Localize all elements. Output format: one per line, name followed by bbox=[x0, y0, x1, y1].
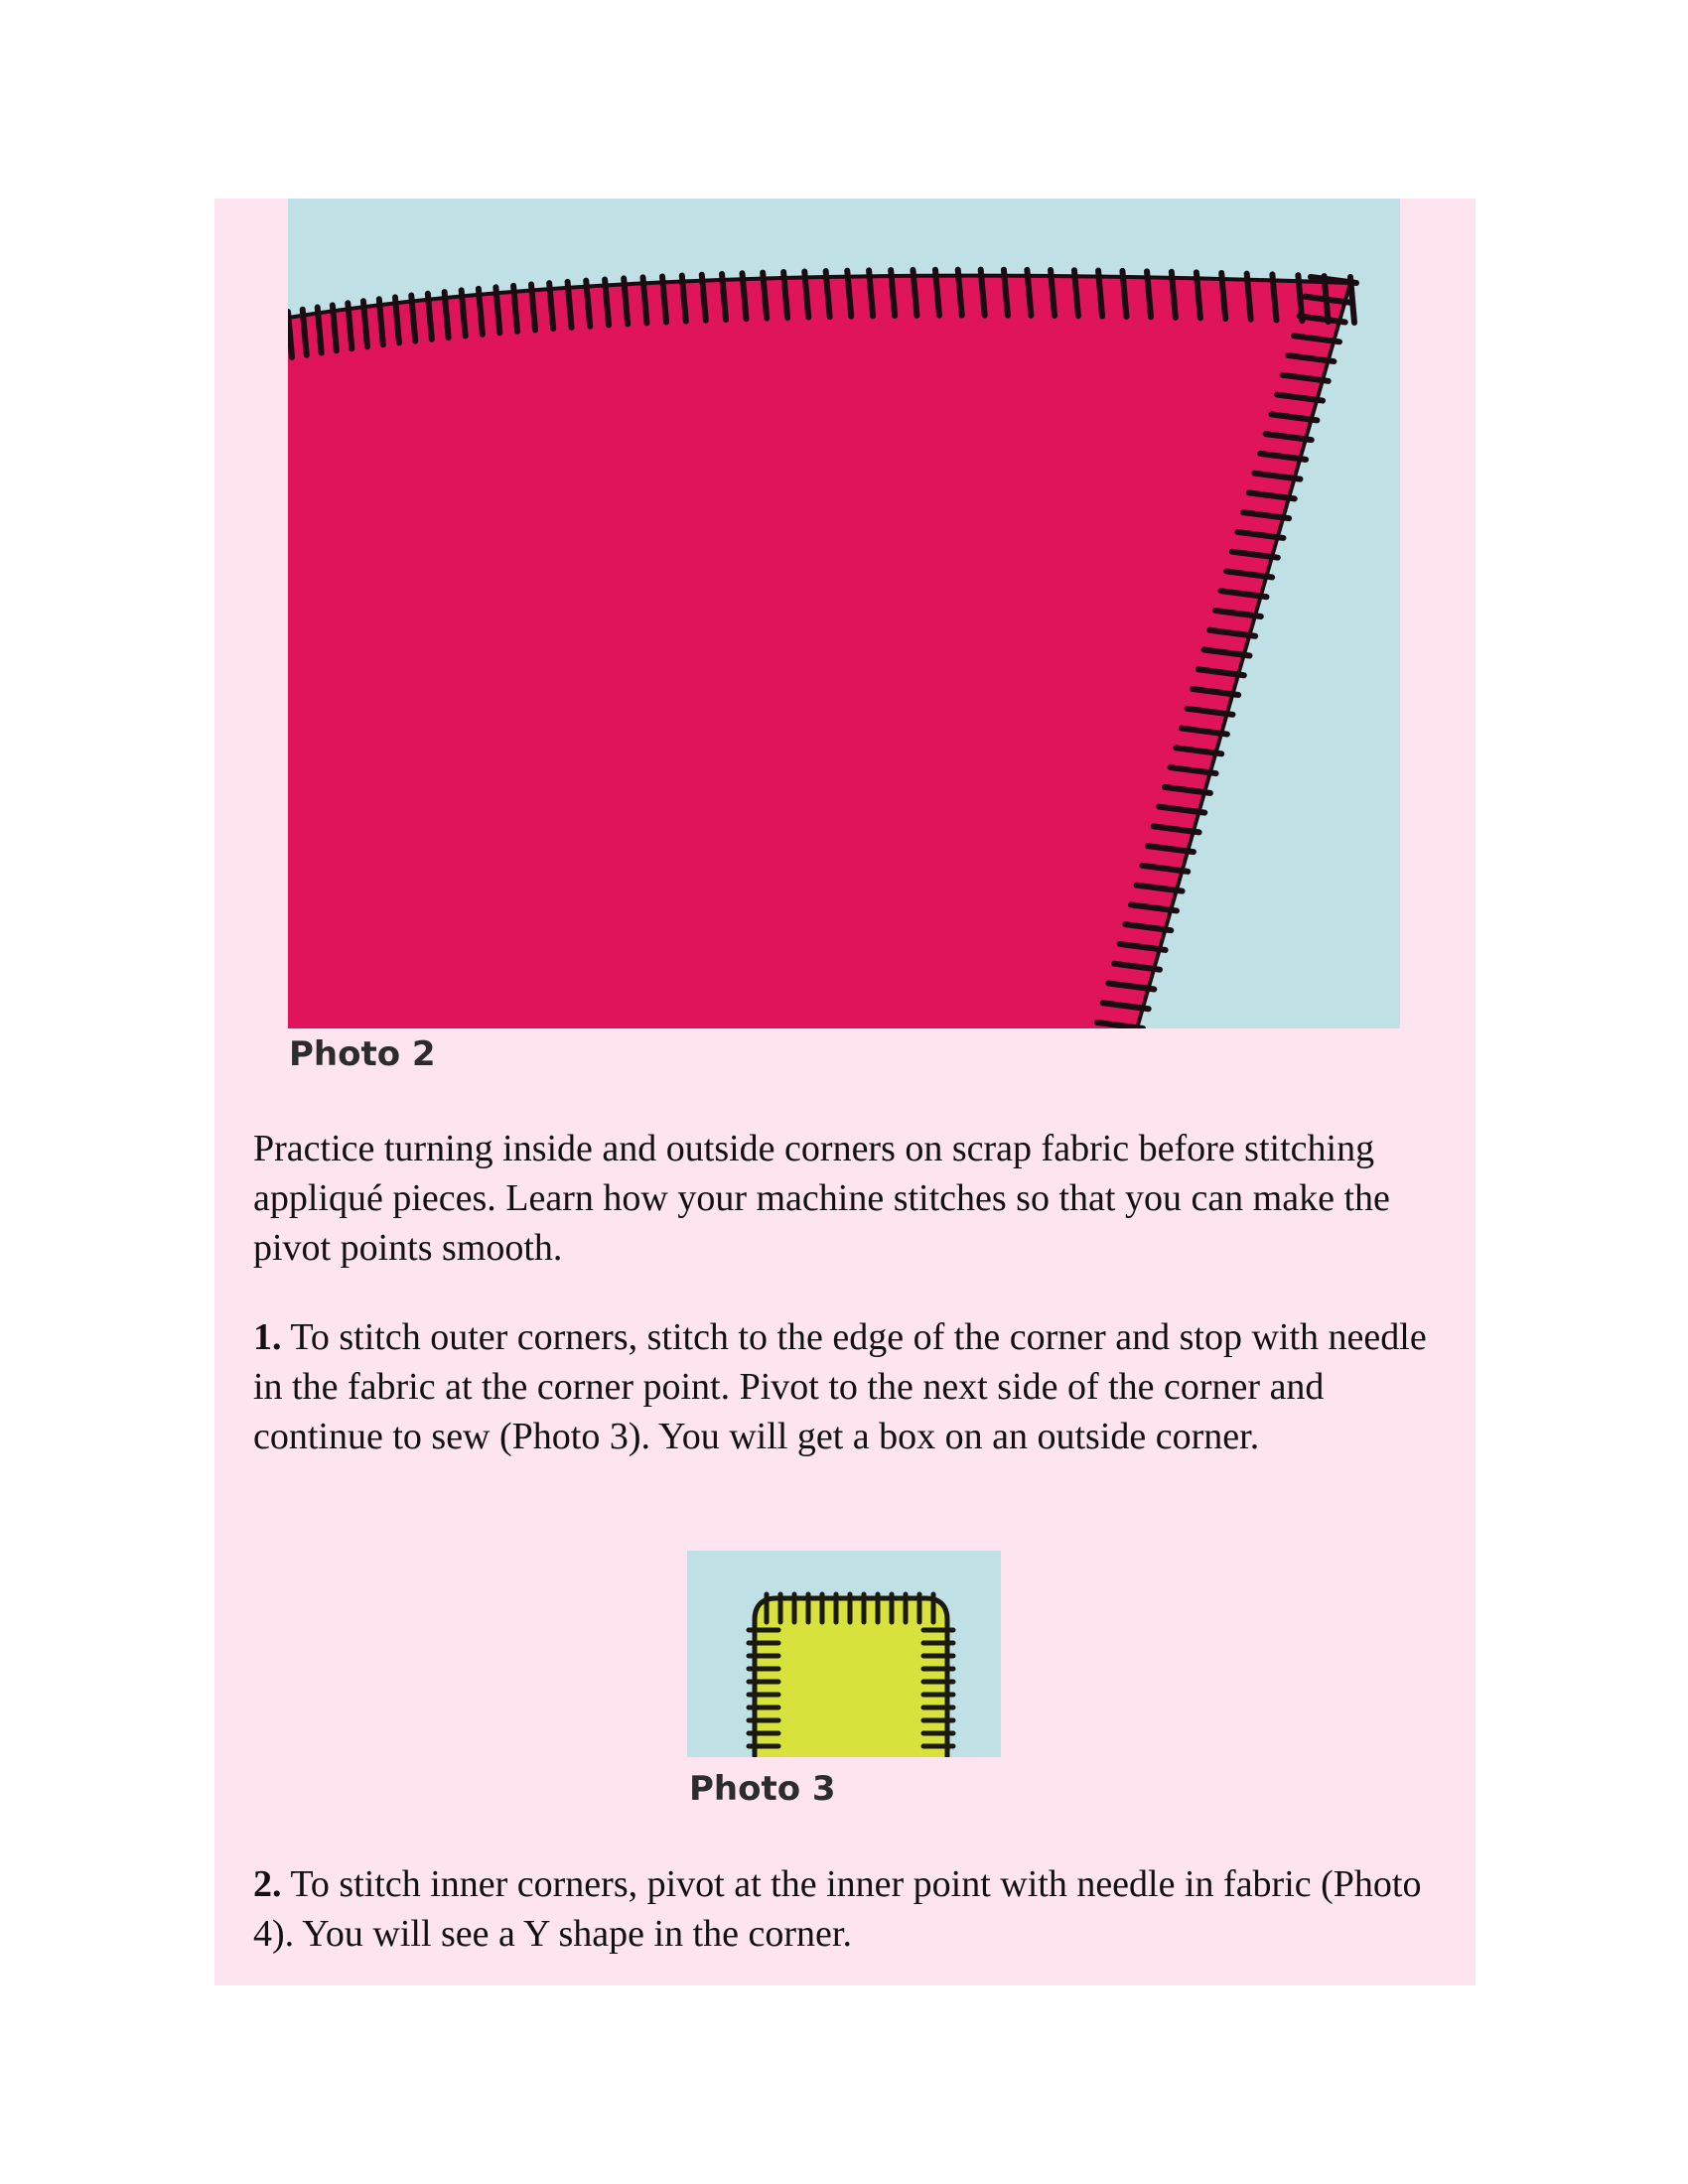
step-1-text: To stitch outer corners, stitch to the edge of the corner and stop with needle in the fabric at the corner point. Pivot to the next side of the corner and continue to sew (Photo 3). You will get a box on an outside corner. bbox=[253, 1316, 1427, 1457]
step-1-paragraph bbox=[253, 1312, 1445, 1461]
step-2-number: 2. bbox=[253, 1863, 282, 1905]
photo-3-image bbox=[687, 1551, 1001, 1757]
step-1-number: 1. bbox=[253, 1316, 282, 1358]
step-2-paragraph bbox=[253, 1859, 1445, 1959]
photo-3-caption: Photo 3 bbox=[689, 1769, 836, 1809]
photo-2-image bbox=[288, 199, 1400, 1028]
intro-paragraph: Practice turning inside and outside corners on scrap fabric before stitching appliqué pieces. Learn how your machine stitches so that you can make the pivot points smooth. bbox=[253, 1128, 1390, 1269]
photo-2-caption: Photo 2 bbox=[289, 1034, 436, 1074]
step-2-text: To stitch inner corners, pivot at the inner point with needle in fabric (Photo 4). You will see a Y shape in the corner. bbox=[253, 1863, 1422, 1955]
